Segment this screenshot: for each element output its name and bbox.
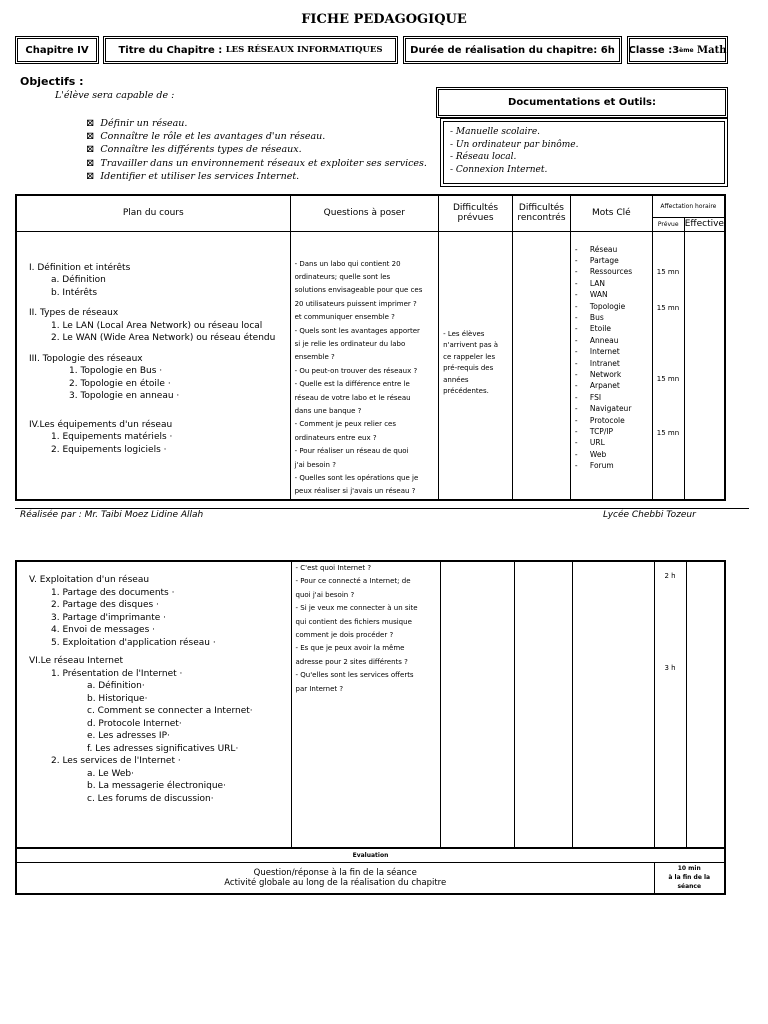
objective-item: ⊠ Identifier et utiliser les services Internet. [86, 170, 427, 183]
keyword: - Forum [575, 460, 650, 471]
question-line: - Pour réaliser un réseau de quoi [294, 447, 409, 456]
duration-label: Durée de réalisation du chapitre: 6h [410, 44, 615, 56]
page-title: FICHE PEDAGOGIQUE [301, 12, 467, 27]
plan-item: 4. Envoi de messages · [51, 625, 156, 635]
chapter-title-label: Titre du Chapitre : [118, 44, 223, 56]
plan-item: b. La messagerie électronique· [87, 781, 226, 791]
class-box [629, 38, 726, 62]
planned-time: 15 mn [656, 374, 680, 383]
difficulties-cell [440, 561, 514, 848]
plan-item: 3. Partage d'imprimante · [51, 612, 166, 623]
question-line: - Es que je peux avoir la même [295, 644, 405, 653]
plan-item: c. Comment se connecter a Internet· [87, 706, 253, 716]
evaluation-text [16, 862, 654, 894]
question-line: - Quelle est la différence entre le [294, 380, 410, 389]
plan-item: 3. Topologie en anneau · [69, 391, 180, 401]
difficulty-line: - Les élèves [443, 329, 485, 338]
docs-heading: Documentations et Outils: [438, 89, 726, 116]
keywords-cell [570, 231, 652, 500]
question-line: peux réaliser si j'avais un réseau ? [294, 487, 416, 496]
plan-item: b. Historique· [87, 693, 148, 704]
question-line: dans une banque ? [294, 406, 362, 415]
keyword: - Etoile [575, 323, 650, 334]
evaluation-line: Question/réponse à la fin de la séance [253, 867, 417, 878]
header-diff-rencontrees: Difficultés rencontrés [512, 195, 570, 231]
keyword: - Bus [575, 312, 650, 323]
difficulties-met-cell [514, 561, 572, 848]
plan-item: b. Intérêts [51, 287, 98, 298]
keyword: - Topologie [575, 301, 650, 312]
keyword: - Ressources [575, 266, 650, 277]
effective-time-cell [684, 231, 725, 500]
doc-item: - Manuelle scolaire. [450, 127, 541, 137]
difficulty-line: n'arrivent pas à [443, 341, 499, 349]
planned-time: 15 mn [656, 303, 680, 312]
question-line: qui contient des fichiers musique [295, 617, 412, 626]
question-line: quoi j'ai besoin ? [295, 590, 355, 599]
difficulties-cell [439, 231, 513, 500]
lesson-table-part1 [15, 194, 726, 501]
evaluation-time-line: 10 min [677, 865, 701, 873]
plan-item: 2. Partage des disques · [51, 600, 159, 610]
difficulty-line: précédentes. [443, 387, 489, 395]
plan-section: I. Définition et intérêts [29, 262, 131, 273]
question-line: - Pour ce connecté a Internet; de [295, 577, 411, 586]
difficulties-met-cell [512, 231, 570, 500]
plan-item: 5. Exploitation d'application réseau · [51, 637, 216, 648]
divider [15, 508, 749, 509]
plan-item: c. Les forums de discussion· [87, 793, 214, 804]
objectives-intro: L'élève sera capable de : [55, 90, 175, 101]
class-value: Math [697, 44, 727, 56]
question-line: adresse pour 2 sites différents ? [295, 657, 408, 666]
question-line: ensemble ? [294, 353, 335, 362]
question-line: si je relie les ordinateur du labo [294, 339, 406, 348]
keyword: - Protocole [575, 415, 650, 426]
keyword: - Arpanet [575, 380, 650, 391]
effective-time-cell [686, 561, 725, 848]
evaluation-time [654, 862, 725, 894]
header-plan: Plan du cours [16, 195, 290, 231]
plan-item: a. Le Web· [87, 768, 134, 779]
question-line: par Internet ? [295, 684, 344, 693]
evaluation-time-line: à la fin de la [668, 874, 711, 882]
plan-item: 2. Le WAN (Wide Area Network) ou réseau étendu [51, 333, 276, 343]
lesson-table-part2 [15, 560, 726, 895]
header-affectation: Affectation horaire [652, 195, 725, 217]
planned-time: 15 mn [656, 267, 680, 276]
objectives-heading: Objectifs : [20, 75, 84, 88]
keyword: - Partage [575, 255, 650, 266]
question-line: et communiquer ensemble ? [294, 313, 395, 322]
plan-section: VI.Le réseau Internet [29, 656, 124, 666]
plan-section: V. Exploitation d'un réseau [29, 575, 150, 585]
plan-section: II. Types de réseaux [29, 308, 119, 318]
question-line: ordinateurs; quelle sont les [294, 272, 391, 281]
plan-cell [16, 231, 290, 500]
header-effective: Effective [684, 219, 724, 229]
header-diff-prevues: Difficultés prévues [439, 195, 513, 231]
chapter-title-value: LES RÉSEAUX INFORMATIQUES [225, 45, 383, 55]
question-line: - Quels sont les avantages apporter [294, 326, 420, 335]
keyword: - FSI [575, 392, 650, 403]
planned-time: 3 h [664, 664, 676, 672]
difficulty-line: pré-requis des [443, 364, 494, 372]
keyword: - WAN [575, 289, 650, 300]
question-line: comment je dois procéder ? [295, 631, 394, 640]
question-line: ordinateurs entre eux ? [294, 433, 377, 442]
plan-item: 2. Equipements logiciels · [51, 444, 167, 455]
plan-item: 1. Le LAN (Local Area Network) ou réseau local [51, 320, 263, 331]
question-line: - C'est quoi Internet ? [295, 564, 372, 572]
plan-item: a. Définition· [87, 681, 145, 691]
keyword: - TCP/IP [575, 426, 650, 437]
plan-section: III. Topologie des réseaux [29, 353, 143, 364]
difficulty-line: ce rappeler les [443, 352, 496, 361]
objective-item: ⊠ Définir un réseau. [86, 117, 427, 130]
question-line: - Comment je peux relier ces [294, 420, 397, 429]
doc-item: - Un ordinateur par binôme. [450, 139, 579, 150]
duration-box [405, 38, 620, 62]
keywords-cell [572, 561, 654, 848]
plan-item: 1. Equipements matériels · [51, 432, 173, 442]
evaluation-time-line: séance [677, 883, 702, 891]
docs-box [443, 121, 725, 184]
plan-item: a. Définition [51, 275, 106, 285]
questions-cell [291, 561, 440, 848]
doc-item: - Réseau local. [450, 152, 517, 162]
question-line: - Dans un labo qui contient 20 [294, 259, 401, 268]
plan-item: 2. Les services de l'Internet · [51, 756, 181, 766]
keyword: - LAN [575, 278, 650, 289]
chapter-label: Chapitre IV [25, 44, 89, 56]
keyword: - Internet [575, 346, 650, 357]
header-prevue: Prévue [652, 217, 684, 231]
question-line: réseau de votre labo et le réseau [294, 393, 411, 402]
keywords-list [571, 232, 652, 472]
difficulty-line: années [443, 375, 469, 384]
planned-time: 2 h [664, 572, 676, 580]
keyword: - Network [575, 369, 650, 380]
doc-item: - Connexion Internet. [450, 164, 548, 175]
class-sup: ème [679, 46, 694, 54]
objective-item: ⊠ Connaître le rôle et les avantages d'un réseau. [86, 130, 427, 143]
question-line: - Quelles sont les opérations que je [294, 474, 419, 482]
question-line: j'ai besoin ? [294, 460, 336, 469]
keyword: - Anneau [575, 335, 650, 346]
question-line: - Ou peut-on trouver des réseaux ? [294, 366, 418, 375]
question-line: - Si je veux me connecter à un site [295, 604, 418, 613]
keyword: - Réseau [575, 244, 650, 255]
plan-item: f. Les adresses significatives URL· [87, 743, 239, 754]
school-name: Lycée Chebbi Tozeur [603, 510, 696, 520]
objective-item: ⊠ Travailler dans un environnement réseaux et exploiter ses services. [86, 157, 427, 170]
plan-item: 1. Topologie en Bus · [69, 366, 163, 376]
keyword: - Intranet [575, 358, 650, 369]
plan-item: 1. Partage des documents · [51, 587, 175, 598]
keyword: - Web [575, 449, 650, 460]
planned-time-cell [654, 561, 686, 848]
plan-section: IV.Les équipements d'un réseau [29, 419, 173, 430]
objective-item: ⊠ Connaître les différents types de réseaux. [86, 143, 427, 156]
chapter-title-box [105, 38, 396, 62]
plan-item: 2. Topologie en étoile · [69, 378, 171, 389]
plan-item: d. Protocole Internet· [87, 718, 182, 729]
questions-cell [290, 231, 439, 500]
question-line: 20 utilisateurs puissent imprimer ? [294, 299, 417, 308]
objectives-list [86, 117, 427, 183]
plan-cell [16, 561, 291, 848]
question-line: solutions envisageable pour que ces [294, 286, 423, 295]
evaluation-heading: Evaluation [16, 848, 725, 862]
question-line: - Qu'elles sont les services offerts [295, 671, 414, 680]
plan-item: e. Les adresses IP· [87, 731, 170, 741]
header-questions: Questions à poser [290, 195, 439, 231]
evaluation-line: Activité globale au long de la réalisation du chapitre [224, 877, 447, 888]
planned-time-cell [652, 231, 684, 500]
keyword: - Navigateur [575, 403, 650, 414]
class-label: Classe :3 [628, 44, 680, 56]
author-signature: Réalisée par : Mr. Taibi Moez Lidine Allah [20, 510, 204, 520]
plan-item: 1. Présentation de l'Internet · [51, 668, 183, 679]
chapter-box [17, 38, 97, 62]
header-mots-cle: Mots Clé [570, 195, 652, 231]
planned-time: 15 mn [656, 428, 680, 437]
keyword: - URL [575, 437, 650, 448]
